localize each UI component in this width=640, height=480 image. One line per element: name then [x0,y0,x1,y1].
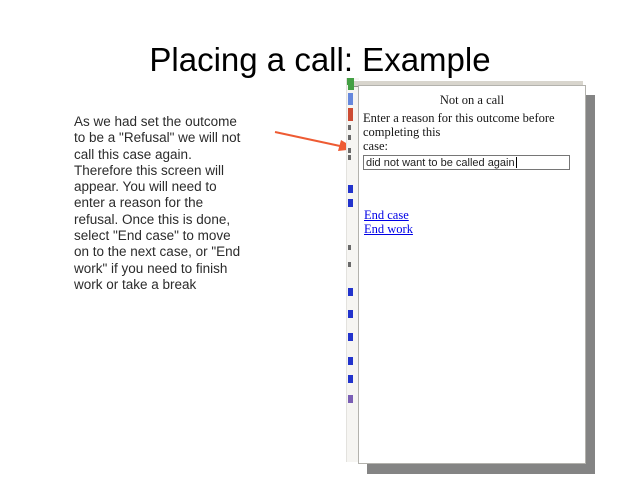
reason-input[interactable] [363,155,570,170]
end-case-link[interactable]: End case [364,208,409,222]
end-work-link[interactable]: End work [364,222,413,236]
slide-body-text: As we had set the outcome to be a "Refusal" we will not call this case again. Therefore this screen will appear. You will need to enter a reason for the refusal. Once this is done, select "End case" to move on to the next case, or "End work" if you need to finish work or take a break [74,114,241,292]
scrollbar-thumb [347,78,353,85]
strip-visited-link-fragment [348,395,353,403]
strip-link-fragment [348,288,353,296]
text-caret [516,157,517,168]
strip-text-fragment [348,148,351,153]
strip-link-fragment [348,333,353,341]
strip-link-fragment [348,199,353,207]
strip-link-fragment [348,310,353,318]
reason-input-value: did not want to be called again [366,156,515,169]
page-title: Not on a call [439,93,505,107]
strip-text-fragment [348,135,351,140]
strip-link-fragment [348,375,353,383]
embedded-screenshot [358,85,586,464]
instruction-text: Enter a reason for this outcome before completing this case: [363,111,555,153]
action-links [364,208,585,236]
strip-text-fragment [348,155,351,160]
strip-blue-fragment [348,93,353,105]
slide-title: Placing a call: Example [149,41,491,78]
strip-text-fragment [348,262,351,267]
strip-red-fragment [348,108,353,121]
strip-link-fragment [348,185,353,193]
strip-text-fragment [348,245,351,250]
strip-link-fragment [348,357,353,365]
strip-text-fragment [348,125,351,130]
